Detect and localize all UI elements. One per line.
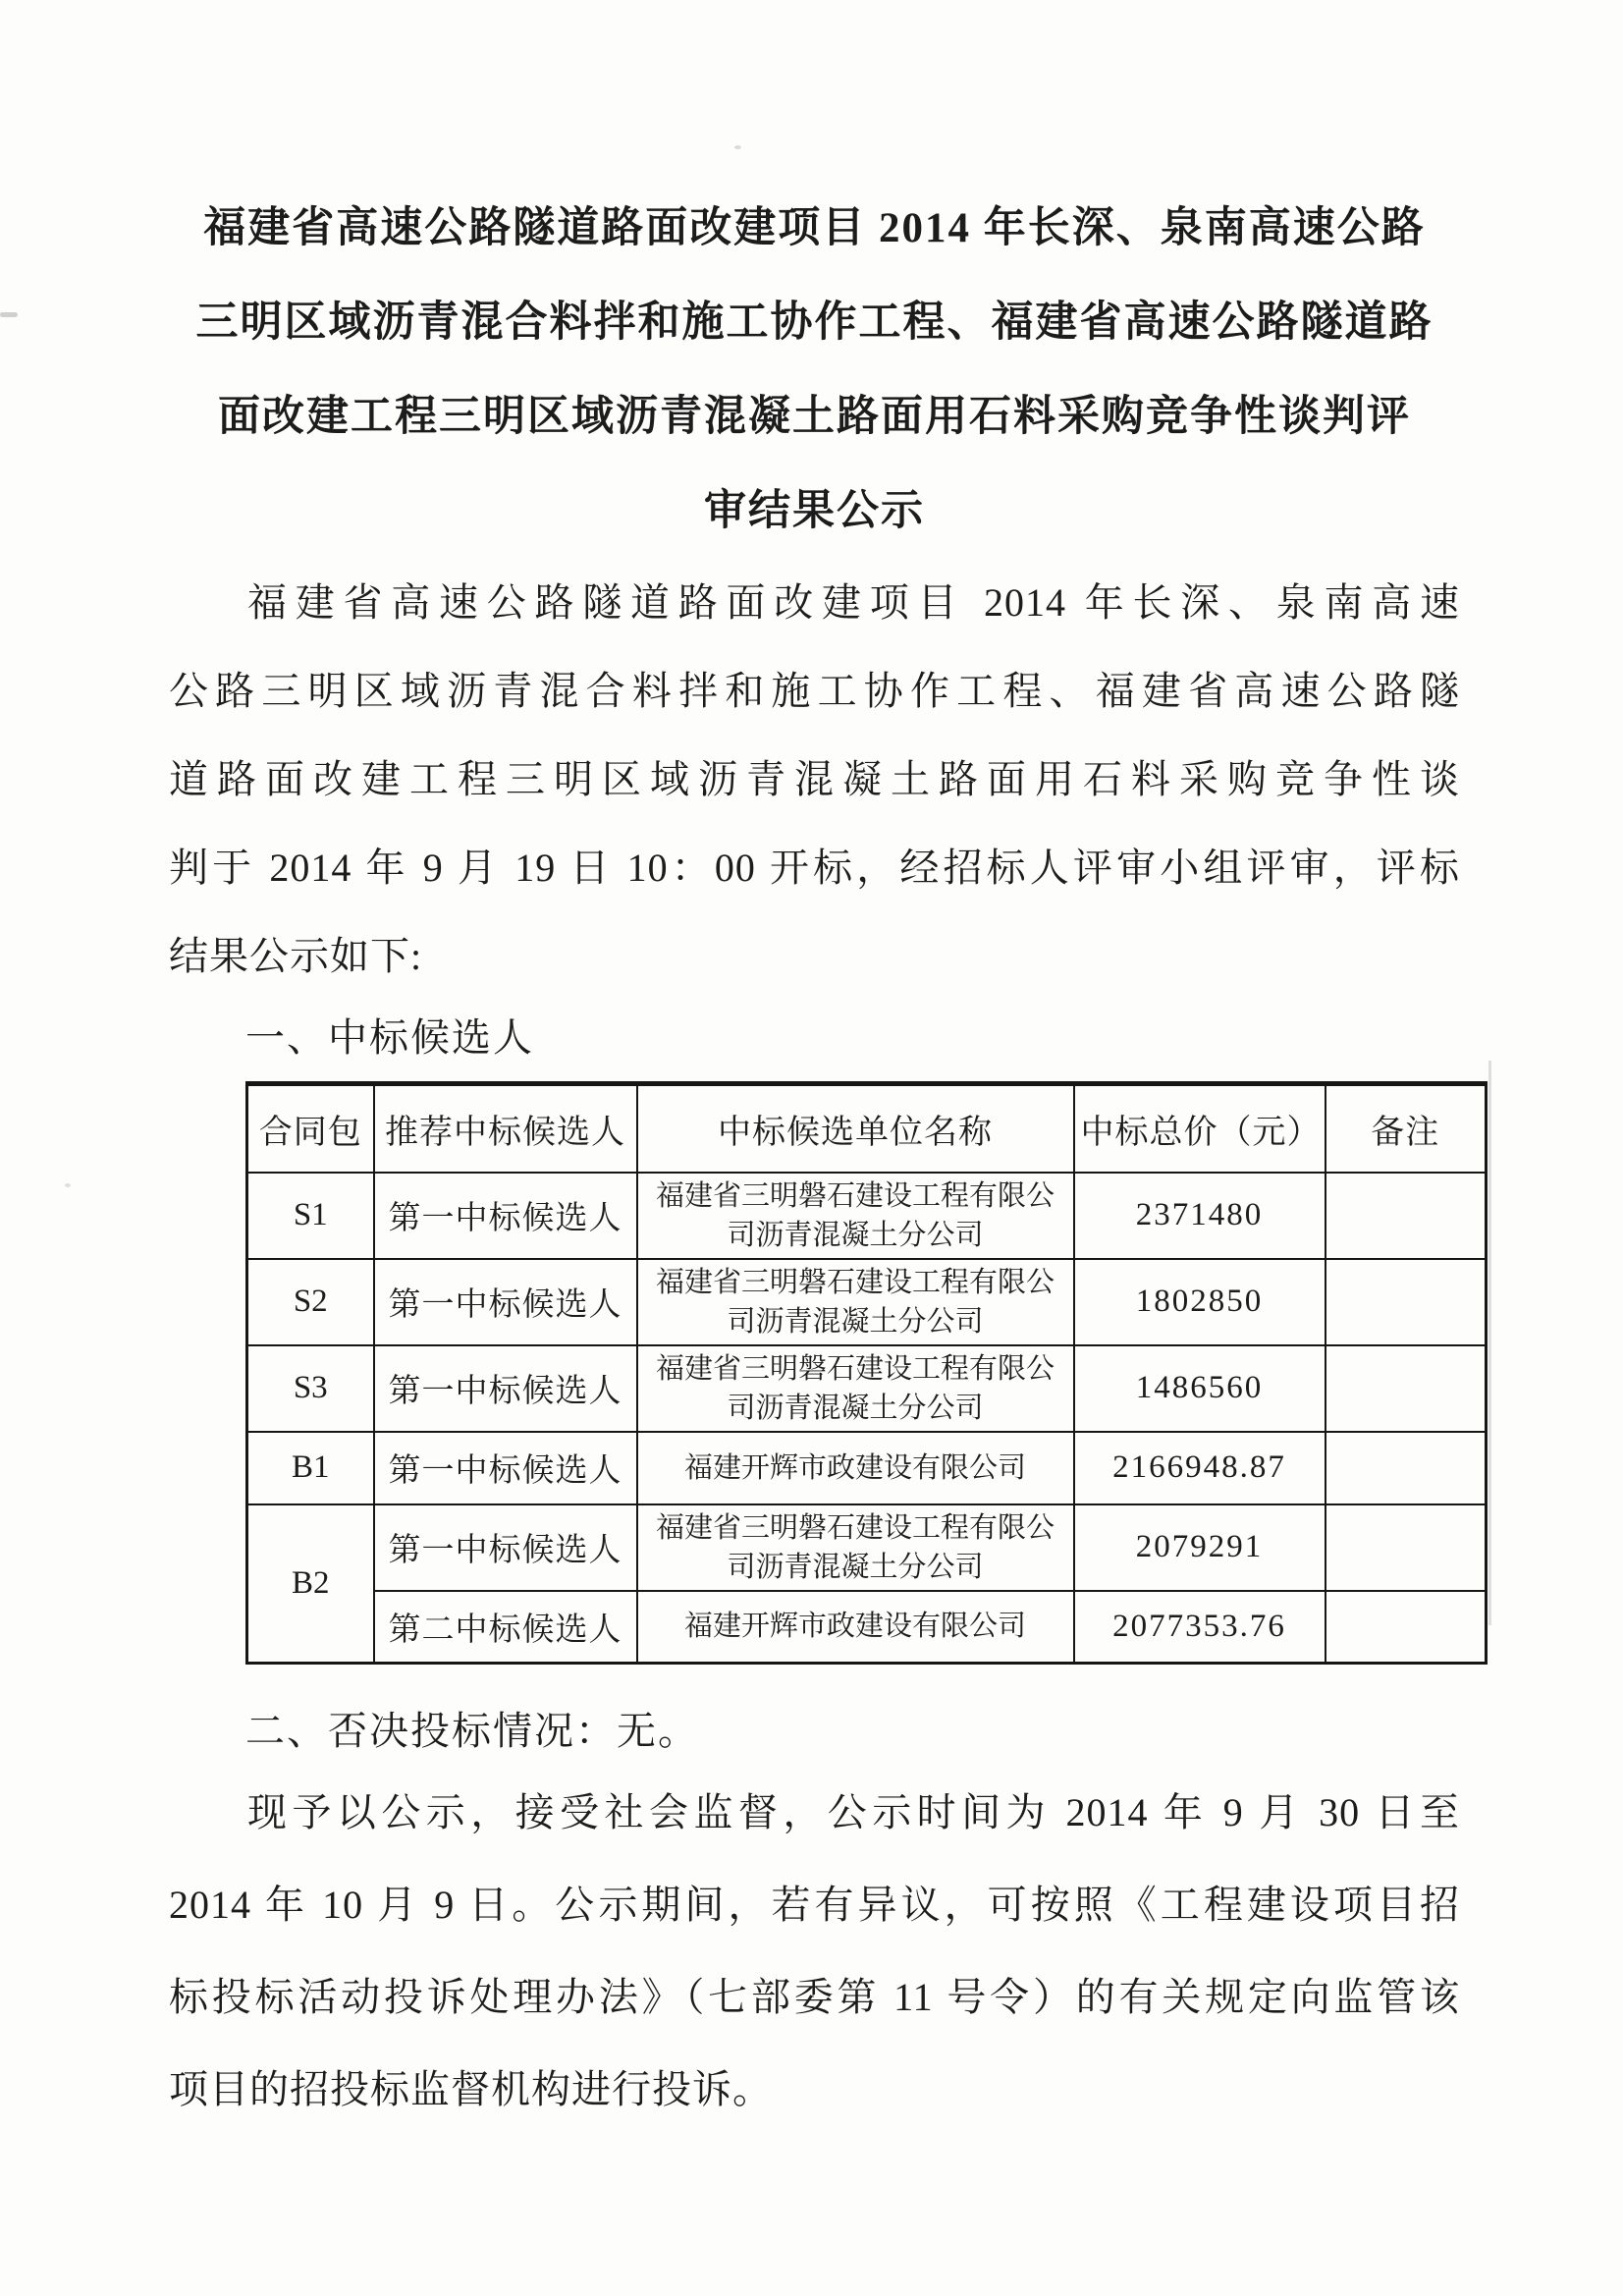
intro-line-2: 公路三明区域沥青混合料拌和施工协作工程、福建省高速公路隧: [169, 669, 1460, 713]
closing-line-2: 2014 年 10 月 9 日。公示期间，若有异议，可按照《工程建设项目招: [169, 1883, 1460, 1927]
remark: [1325, 1173, 1487, 1259]
package-code: S3: [247, 1345, 374, 1432]
bid-price: 1486560: [1074, 1345, 1325, 1432]
title-line-2: 三明区域沥青混合料拌和施工协作工程、福建省高速公路隧道路: [195, 300, 1434, 346]
intro-line-5: 结果公示如下:: [169, 934, 423, 978]
table-header-row: [247, 1084, 1487, 1173]
remark: [1325, 1504, 1487, 1591]
company-name: 福建省三明磐石建设工程有限公司沥青混凝土分公司: [637, 1345, 1074, 1432]
package-code: B1: [247, 1432, 374, 1504]
table-row: [247, 1173, 1487, 1259]
remark: [1325, 1259, 1487, 1345]
package-code: S1: [247, 1173, 374, 1259]
table-row: [247, 1504, 1487, 1591]
scan-artifact-speck: [734, 145, 741, 149]
column-header-price: 中标总价（元）: [1074, 1084, 1325, 1173]
package-code: B2: [247, 1504, 374, 1664]
bid-price: 2079291: [1074, 1504, 1325, 1591]
intro-line-1: 福建省高速公路隧道路面改建项目 2014 年长深、泉南高速: [247, 580, 1460, 625]
column-header-remark: 备注: [1325, 1084, 1487, 1173]
table-row: [247, 1432, 1487, 1504]
section2-heading: 二、否决投标情况：无。: [245, 1709, 699, 1753]
bid-price: 2077353.76: [1074, 1591, 1325, 1664]
company-name: 福建开辉市政建设有限公司: [637, 1432, 1074, 1504]
column-header-company: 中标候选单位名称: [637, 1084, 1074, 1173]
candidates-table: [245, 1081, 1488, 1665]
table-row: [247, 1345, 1487, 1432]
bid-price: 1802850: [1074, 1259, 1325, 1345]
closing-paragraph: [169, 1767, 1460, 2136]
section1-heading: 一、中标候选人: [245, 1015, 534, 1060]
document-title: [169, 182, 1460, 559]
scan-artifact-line: [1488, 1061, 1491, 1625]
company-name: 福建省三明磐石建设工程有限公司沥青混凝土分公司: [637, 1173, 1074, 1259]
company-name: 福建省三明磐石建设工程有限公司沥青混凝土分公司: [637, 1259, 1074, 1345]
column-header-candidate: 推荐中标候选人: [374, 1084, 637, 1173]
scan-artifact-speck: [65, 1183, 71, 1187]
intro-paragraph: [169, 559, 1460, 1001]
remark: [1325, 1432, 1487, 1504]
remark: [1325, 1345, 1487, 1432]
intro-line-3: 道路面改建工程三明区域沥青混凝土路面用石料采购竞争性谈: [169, 757, 1460, 801]
closing-line-1: 现予以公示，接受社会监督，公示时间为 2014 年 9 月 30 日至: [247, 1790, 1460, 1834]
candidate-rank: 第一中标候选人: [374, 1173, 637, 1259]
bid-price: 2166948.87: [1074, 1432, 1325, 1504]
title-line-1: 福建省高速公路隧道路面改建项目 2014 年长深、泉南高速公路: [203, 205, 1426, 251]
table-row: [247, 1259, 1487, 1345]
remark: [1325, 1591, 1487, 1664]
table-row: [247, 1591, 1487, 1664]
scan-artifact-dash: [0, 312, 18, 317]
closing-line-3: 标投标活动投诉处理办法》（七部委第 11 号令）的有关规定向监管该: [169, 1975, 1460, 2019]
candidate-rank: 第一中标候选人: [374, 1259, 637, 1345]
candidate-rank: 第一中标候选人: [374, 1432, 637, 1504]
company-name: 福建开辉市政建设有限公司: [637, 1591, 1074, 1664]
candidate-rank: 第二中标候选人: [374, 1591, 637, 1664]
package-code: S2: [247, 1259, 374, 1345]
column-header-package: 合同包: [247, 1084, 374, 1173]
company-name: 福建省三明磐石建设工程有限公司沥青混凝土分公司: [637, 1504, 1074, 1591]
intro-line-4: 判于 2014 年 9 月 19 日 10：00 开标，经招标人评审小组评审，评标: [169, 846, 1460, 890]
candidate-rank: 第一中标候选人: [374, 1345, 637, 1432]
title-line-4: 审结果公示: [704, 488, 925, 534]
title-line-3: 面改建工程三明区域沥青混凝土路面用石料采购竞争性谈判评: [218, 394, 1411, 440]
bid-price: 2371480: [1074, 1173, 1325, 1259]
candidate-rank: 第一中标候选人: [374, 1504, 637, 1591]
closing-line-4: 项目的招投标监督机构进行投诉。: [169, 2067, 773, 2111]
